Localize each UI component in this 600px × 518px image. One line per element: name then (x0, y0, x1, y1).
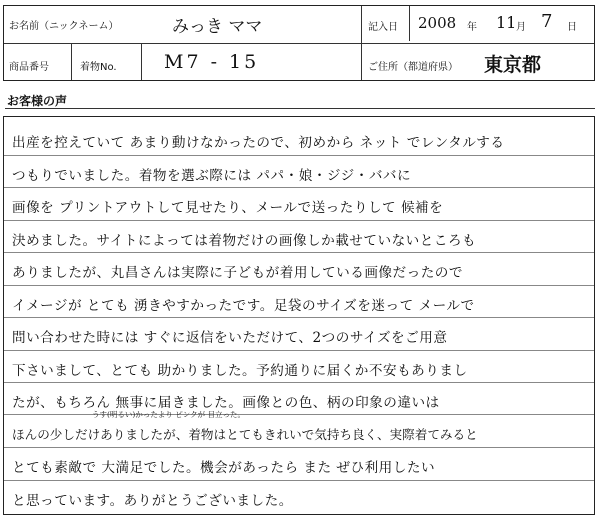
table-col-divider (361, 6, 362, 80)
ruled-line (4, 480, 594, 481)
date-month: 11 (496, 13, 517, 32)
ruled-line (4, 317, 594, 318)
comment-line: と思っています。ありがとうございました。 (12, 493, 293, 509)
ruled-line (4, 350, 594, 351)
kimono-number-label: 着物No. (80, 62, 117, 73)
table-col-divider (141, 44, 142, 80)
comment-line: 出産を控えていて あまり動けなかったので、初めから ネット でレンタルする (12, 135, 505, 151)
name-label: お名前（ニックネーム） (9, 21, 119, 32)
comment-line: 問い合わせた時には すぐに返信をいただけて、2つのサイズをご用意 (12, 330, 448, 346)
ruled-line (4, 155, 594, 156)
day-unit: 日 (567, 22, 577, 33)
month-unit: 月 (516, 22, 526, 33)
ruled-line (4, 382, 594, 383)
year-unit: 年 (467, 22, 477, 33)
section-divider (5, 108, 595, 109)
ruled-line (4, 447, 594, 448)
date-day: 7 (541, 11, 553, 32)
ruled-line (4, 285, 594, 286)
comment-line: 決めました。サイトによっては着物だけの画像しか載せていないところも (12, 233, 477, 249)
table-row-divider (4, 43, 594, 44)
comment-line: 画像を プリントアウトして見せたり、メールで送ったりして 候補を (12, 200, 444, 216)
date-year: 2008 (418, 14, 457, 32)
ruled-line (4, 252, 594, 253)
comment-line: ありましたが、丸昌さんは実際に子どもが着用している画像だったので (12, 265, 463, 281)
address-label: ご住所（都道府県） (368, 62, 458, 73)
margin-annotation: うす(明るい)かったより ピンクが 目立った。 (92, 410, 245, 419)
ruled-line (4, 220, 594, 221)
table-col-divider (409, 6, 410, 41)
table-col-divider (71, 44, 72, 80)
comment-line: つもりでいました。着物を選ぶ際には パパ・娘・ジジ・ババに (12, 168, 412, 184)
comment-line: ほんの少しだけありましたが、着物はとてもきれいで気持ち良く、実際着てみると (12, 427, 478, 442)
comment-line: とても素敵で 大満足でした。機会があったら また ぜひ利用したい (12, 460, 436, 476)
ruled-line (4, 187, 594, 188)
comment-line: たが、もちろん 無事に届きました。画像との色、柄の印象の違いは (12, 395, 440, 411)
name-value: みっき ママ (172, 17, 263, 37)
kimono-number-value: M7 - 15 (164, 51, 260, 73)
address-value: 東京都 (484, 54, 542, 76)
date-label: 記入日 (368, 22, 398, 33)
product-number-label: 商品番号 (9, 62, 49, 73)
customer-info-table (3, 5, 595, 81)
comment-line: 下さいまして、とても 助かりました。予約通りに届くか不安もありまし (12, 363, 468, 379)
comment-line: イメージが とても 湧きやすかったです。足袋のサイズを迷って メールで (12, 298, 475, 314)
section-title: お客様の声 (7, 94, 68, 108)
